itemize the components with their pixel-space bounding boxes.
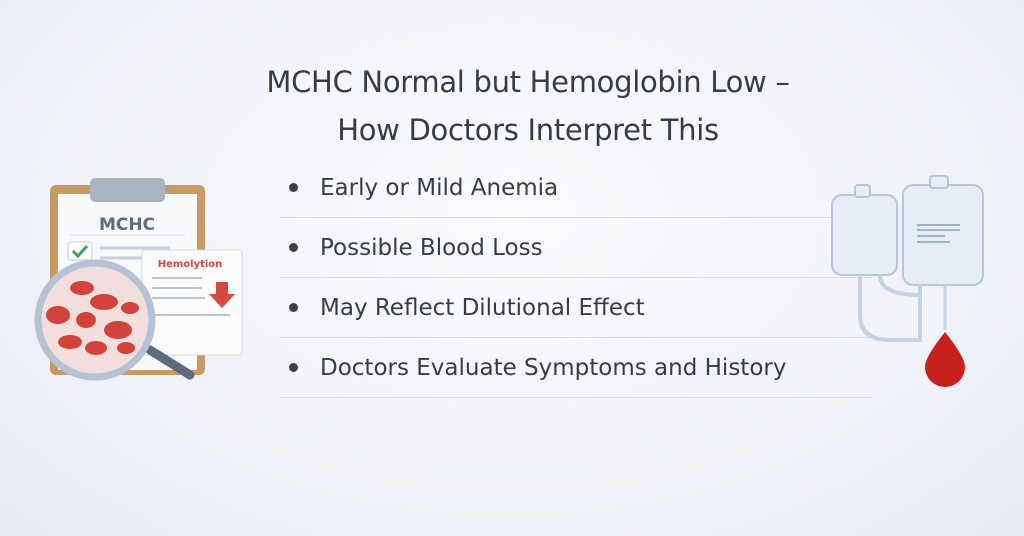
bullet-icon bbox=[289, 243, 298, 252]
list-item bbox=[280, 278, 872, 338]
bullet-icon bbox=[289, 363, 298, 372]
iv-bag-icon bbox=[832, 195, 897, 275]
list-item-label: May Reflect Dilutional Effect bbox=[320, 294, 645, 321]
report-label: Hemolytion bbox=[157, 259, 223, 270]
list-item bbox=[280, 158, 872, 218]
bullet-icon bbox=[289, 303, 298, 312]
bullet-icon bbox=[289, 183, 298, 192]
blood-drop-icon bbox=[925, 332, 965, 387]
list-item-label: Possible Blood Loss bbox=[320, 234, 543, 261]
title-line-1: MCHC Normal but Hemoglobin Low – bbox=[266, 65, 790, 99]
clipboard-label: MCHC bbox=[98, 215, 156, 235]
bullet-list bbox=[280, 158, 872, 398]
list-item-label: Early or Mild Anemia bbox=[320, 174, 559, 201]
report-card-icon bbox=[142, 250, 242, 355]
list-item bbox=[280, 218, 872, 278]
title-line-2: How Doctors Interpret This bbox=[337, 113, 719, 147]
clipboard-magnifier-illustration bbox=[30, 170, 270, 390]
page-title bbox=[0, 58, 1024, 154]
iv-bags-illustration bbox=[820, 170, 1000, 390]
list-item bbox=[280, 338, 872, 398]
list-item-label: Doctors Evaluate Symptoms and History bbox=[320, 354, 787, 381]
